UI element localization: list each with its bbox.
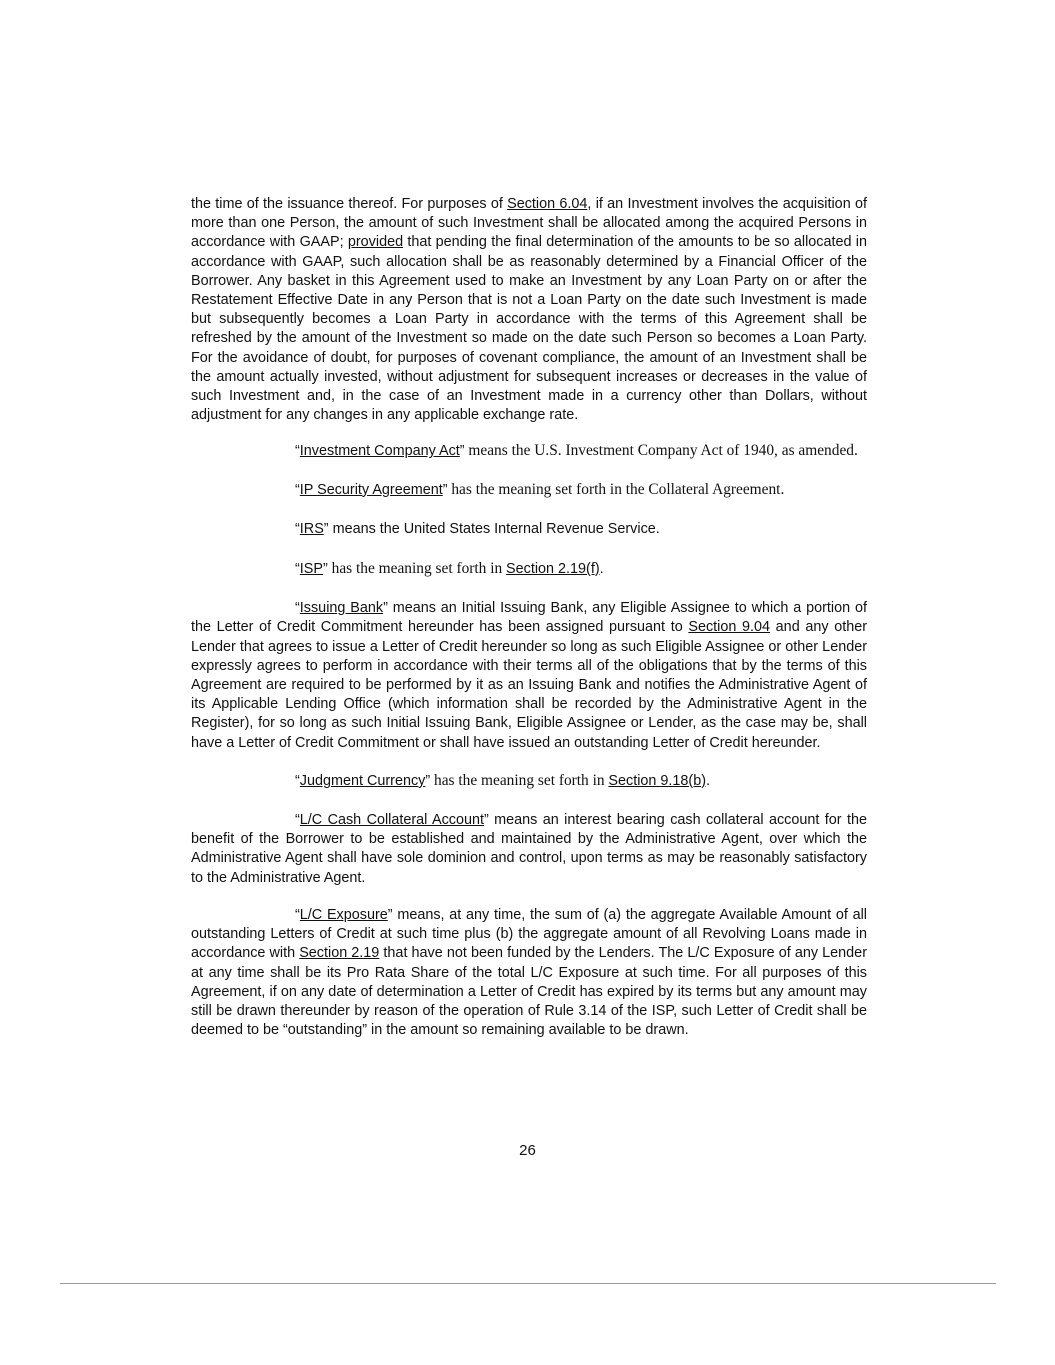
section-reference: Section 2.19(f) xyxy=(506,561,600,578)
definition-text: means an interest bearing cash collateral account for the benefit of the Borrower to be established and maintained by the Administrative Agent, over which the Administrative Agent shall have sole dominion and control, upon terms as may be reasonably satisfactory to the Administrative Agent. xyxy=(191,812,867,886)
open-quote: “ xyxy=(295,481,300,498)
open-quote: “ xyxy=(295,443,300,460)
definition-issuing-bank xyxy=(191,599,867,753)
document-body xyxy=(191,195,867,1058)
close-quote: ” xyxy=(442,481,448,498)
open-quote: “ xyxy=(295,520,300,537)
definition-lc-cash-collateral-account xyxy=(191,811,867,888)
defined-term: Investment Company Act xyxy=(299,443,460,460)
close-quote: ” xyxy=(425,772,431,789)
proviso-term: provided xyxy=(347,234,404,251)
defined-term: IP Security Agreement xyxy=(299,481,443,498)
definition-text: means the United States Internal Revenue Service. xyxy=(328,520,660,537)
definition-isp xyxy=(191,559,867,579)
text-run: that pending the final determination of the amounts to be so allocated in accordance with GAAP, such allocation shall be as reasonably determined by a Financial Officer of the Borrower. Any basket in this Agreement used to make an Investment by any Loan Party on or after the Restatement Effective Date in any Person that is not a Loan Party on the date such Investment is made but subsequently becomes a Loan Party in accordance with the terms of this Agreement shall be refreshed by the amount of the Investment so made on the date such Person so becomes a Loan Party. For the avoidance of doubt, for purposes of covenant compliance, the amount of an Investment shall be the amount actually invested, without adjustment for subsequent increases or decreases in the value of such Investment and, in the case of an Investment made in a currency other than Dollars, without adjustment for any changes in any applicable exchange rate. xyxy=(191,234,867,424)
definition-text: has the meaning set forth in xyxy=(327,560,507,578)
defined-term: IRS xyxy=(299,520,324,537)
period: . xyxy=(599,561,604,578)
page-number: 26 xyxy=(519,1142,536,1159)
defined-term: Issuing Bank xyxy=(299,600,384,617)
definition-text: and any other Lender that agrees to issue a Letter of Credit hereunder so long as such Eligible Assignee or other Lender expressly agrees to perform in accordance with their terms all of the obligations that by the terms of this Agreement are required to be performed by it as an Issuing Bank and notifies the Administrative Agent of its Applicable Lending Office (which information shall be recorded by the Administrative Agent in the Register), for so long as such Initial Issuing Bank, Eligible Assignee or Lender, as the case may be, shall have a Letter of Credit Commitment or shall have issued an outstanding Letter of Credit hereunder. xyxy=(191,619,867,751)
defined-term: Judgment Currency xyxy=(299,772,426,789)
definition-text: means, at any time, the sum of (a) the aggregate Available Amount of all outstanding Letters of Credit at such time plus (b) the aggregate amount of all Revolving Loans made in accordance with xyxy=(191,906,868,962)
close-quote: ” xyxy=(387,906,393,923)
defined-term: L/C Exposure xyxy=(299,906,388,923)
section-reference: Section 9.18(b) xyxy=(608,772,706,789)
period: . xyxy=(706,772,710,789)
text-run: , if an Investment involves the acquisition of more than one Person, the amount of such Investment shall be allocated among the acquired Persons in accordance with GAAP; xyxy=(191,196,867,251)
definition-text: that have not been funded by the Lenders. The L/C Exposure of any Lender at any time shall be its Pro Rata Share of the total L/C Exposure at such time. For all purposes of this Agreement, if on any date of determination a Letter of Credit has expired by its terms but any amount may still be drawn thereunder by reason of the operation of Rule 3.14 of the ISP, such Letter of Credit shall be deemed to be “outstanding” in the amount so remaining available to be drawn. xyxy=(191,945,867,1039)
definition-text: has the meaning set forth in the Collateral Agreement. xyxy=(447,480,785,498)
open-quote: “ xyxy=(295,561,300,578)
definition-irs xyxy=(191,520,867,539)
definition-investment-company-act xyxy=(191,441,867,461)
close-quote: ” xyxy=(323,520,329,537)
close-quote: ” xyxy=(483,812,489,829)
open-quote: “ xyxy=(295,812,300,829)
definition-ip-security-agreement xyxy=(191,480,867,500)
definition-judgment-currency xyxy=(191,771,867,791)
close-quote: ” xyxy=(323,561,328,578)
section-reference: Section 6.04 xyxy=(507,196,588,212)
defined-term: L/C Cash Collateral Account xyxy=(299,812,484,829)
defined-term: ISP xyxy=(299,561,323,578)
close-quote: ” xyxy=(383,600,388,617)
text-run: the time of the issuance thereof. For purposes of xyxy=(191,196,508,212)
definition-text: has the meaning set forth in xyxy=(430,771,609,789)
section-reference: Section 9.04 xyxy=(688,619,771,636)
open-quote: “ xyxy=(295,772,300,789)
open-quote: “ xyxy=(295,600,300,617)
section-reference: Section 2.19 xyxy=(299,945,380,962)
open-quote: “ xyxy=(295,906,300,923)
footer-divider xyxy=(60,1283,996,1284)
definition-text: means an Initial Issuing Bank, any Eligible Assignee to which a portion of the Letter of Credit Commitment hereunder has been assigned pursuant to xyxy=(191,600,867,636)
definition-lc-exposure xyxy=(191,906,867,1040)
definition-text: means the U.S. Investment Company Act of 1940, as amended. xyxy=(464,442,858,460)
investment-definition-continuation xyxy=(191,195,867,425)
close-quote: ” xyxy=(459,443,465,460)
